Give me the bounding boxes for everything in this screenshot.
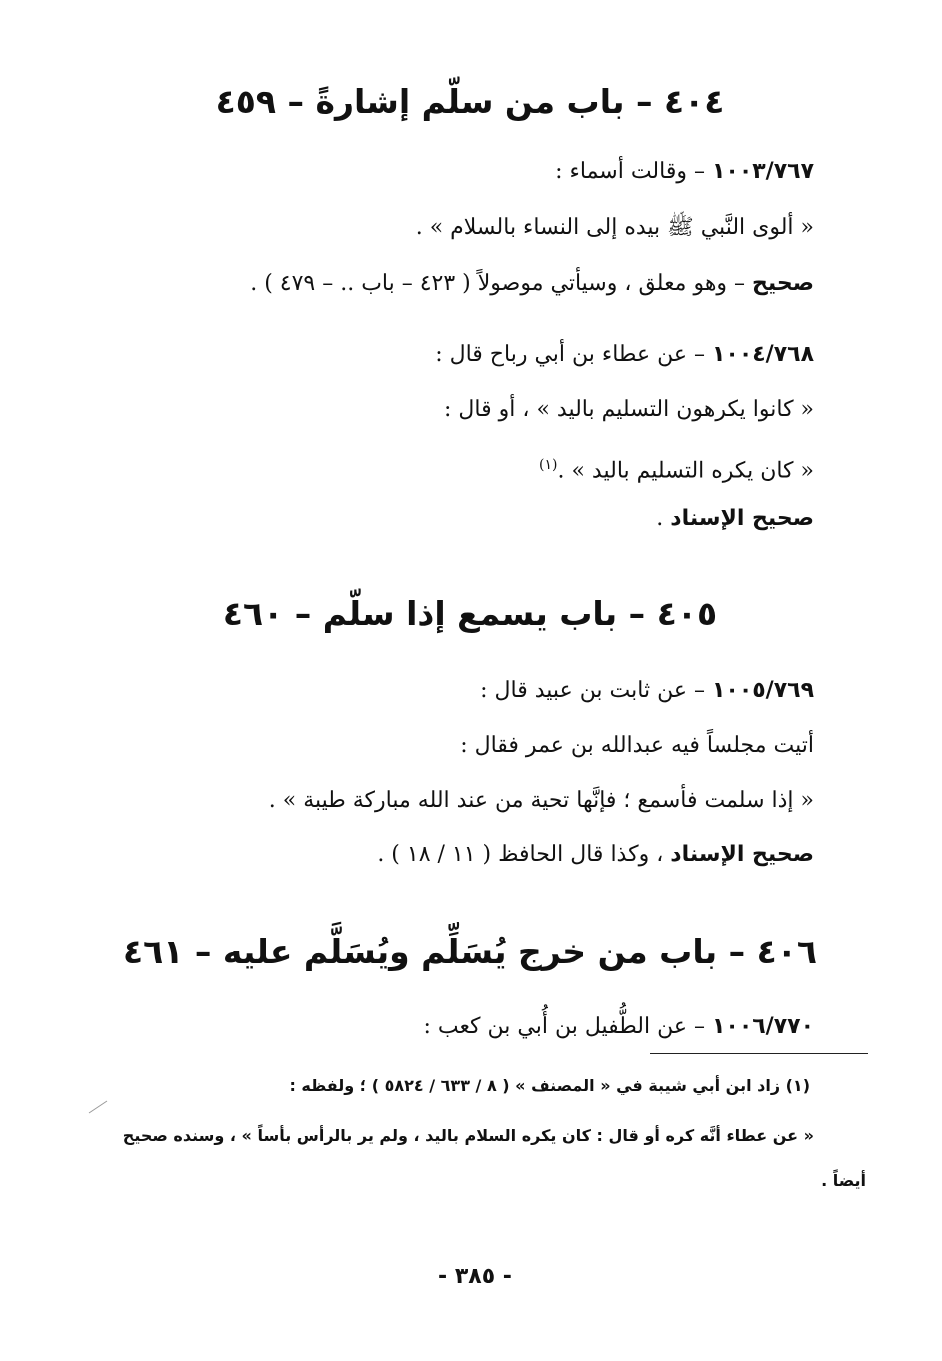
hadith-number: ١٠٠٥/٧٦٩ (711, 678, 814, 703)
page-number: - ٣٨٥ - (438, 1264, 512, 1289)
footnote-ref: (١) (539, 457, 558, 473)
footnote-line: أيضاً . (821, 1171, 866, 1190)
hadith-intro: – عن الطُّفيل بن أُبي بن كعب : (423, 1014, 712, 1039)
footnote-line: (١) زاد ابن أبي شيبة في « المصنف » ( ٨ / ٦٣٣ / ٥٨٢٤ ) ؛ ولفظه : (289, 1076, 810, 1095)
hadith-text-line: « إذا سلمت فأسمع ؛ فإنَّها تحية من عند الله مباركة طيبة » . (268, 788, 814, 813)
hadith-intro: – عن ثابت بن عبيد قال : (480, 678, 712, 703)
hadith-intro: – وقالت أسماء : (555, 159, 712, 184)
grade-label: صحيح (752, 271, 814, 296)
grade-label: صحيح الإسناد (670, 842, 814, 867)
hadith-text: « كان يكره التسليم باليد » . (557, 458, 814, 484)
hadith-number: ١٠٠٤/٧٦٨ (711, 342, 814, 367)
grade-note: . (656, 506, 671, 531)
hadith-1006 (423, 1010, 814, 1044)
grade-label: صحيح الإسناد (670, 506, 814, 531)
chapter-heading-405: ٤٠٥ – باب يسمع إذا سلّم – ٤٦٠ (222, 594, 718, 633)
footnote-line: « عن عطاء أنَّه كره أو قال : كان يكره السلام باليد ، ولم ير بالرأس بأساً » ، وسنده صحيح (122, 1126, 814, 1145)
hadith-number: ١٠٠٦/٧٧٠ (711, 1014, 814, 1039)
hadith-1004 (435, 338, 814, 372)
chapter-heading-406: ٤٠٦ – باب من خرج يُسَلِّم ويُسَلَّم عليه – ٤٦١ (122, 932, 818, 971)
grade-note: ، وكذا قال الحافظ ( ١١ / ١٨ ) . (377, 842, 671, 867)
hadith-text-line: أتيت مجلساً فيه عبدالله بن عمر فقال : (460, 733, 814, 758)
hadith-1003 (555, 155, 814, 189)
grade-line (250, 267, 814, 301)
hadith-1005 (480, 674, 814, 708)
hadith-text-line: « كانوا يكرهون التسليم باليد » ، أو قال : (444, 397, 814, 422)
hadith-number: ١٠٠٣/٧٦٧ (711, 159, 814, 184)
grade-line (377, 838, 814, 872)
hadith-text-line (539, 448, 814, 488)
hadith-intro: – عن عطاء بن أبي رباح قال : (435, 342, 712, 367)
hadith-text-line: « ألوى النَّبي ﷺ بيده إلى النساء بالسلام » . (415, 215, 814, 240)
footnote-divider (650, 1053, 868, 1054)
grade-line (656, 502, 814, 536)
chapter-heading-404: ٤٠٤ – باب من سلّم إشارةً – ٤٥٩ (215, 82, 725, 121)
grade-note: – وهو معلق ، وسيأتي موصولاً ( ٤٢٣ – باب .. – ٤٧٩ ) . (250, 271, 753, 296)
scan-mark (88, 1100, 108, 1114)
